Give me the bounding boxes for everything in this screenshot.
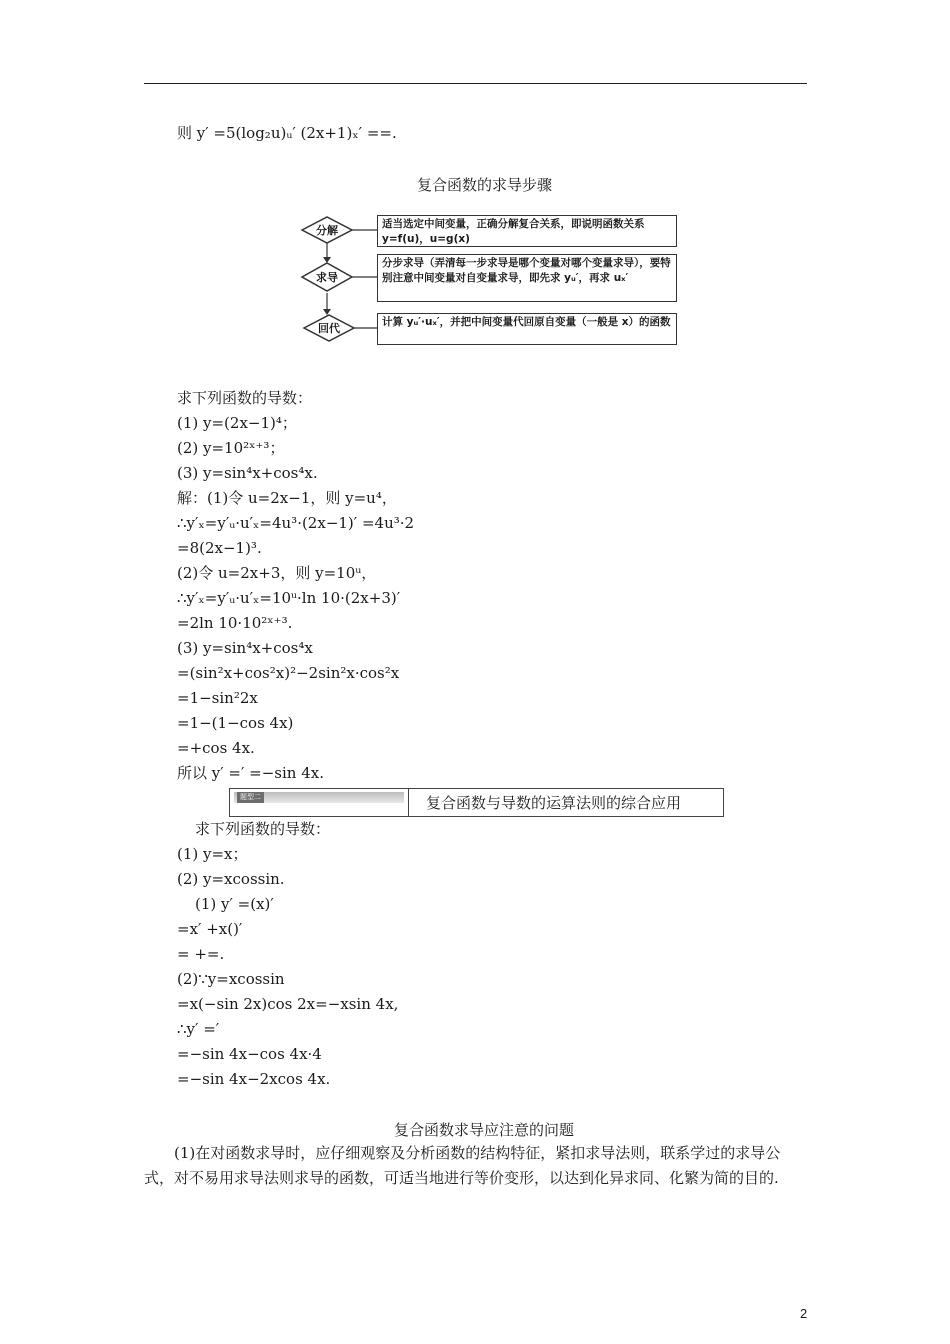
ex1-line: 求下列函数的导数：: [177, 389, 313, 407]
step-box-3: 计算 yᵤ′·uₓ′，并把中间变量代回原自变量（一般是 x）的函数: [377, 313, 677, 345]
ex1-line: =1−(1−cos 4x): [177, 714, 294, 732]
ex2-line: =−sin 4x−2xcos 4x.: [177, 1070, 331, 1088]
topic-tag-label: 题型二: [237, 792, 264, 803]
ex1-line: ∴y′ₓ=y′ᵤ·u′ₓ=10ᵘ·ln 10·(2x+3)′: [177, 589, 401, 607]
ex2-line: (1) y′ =(x)′: [195, 895, 274, 913]
ex2-line: (1) y=x；: [177, 845, 248, 863]
ex2-line: ∴y′ =′: [177, 1020, 220, 1038]
arrow-2: [323, 309, 331, 315]
ex1-line: (2) y=10²ˣ⁺³；: [177, 439, 285, 457]
ex2-line: =x(−sin 2x)cos 2x=−xsin 4x,: [177, 995, 399, 1013]
ex1-line: =8(2x−1)³.: [177, 539, 262, 557]
ex1-line: =1−sin²2x: [177, 689, 258, 707]
step-box-1: 适当选定中间变量，正确分解复合关系，即说明函数关系 y=f(u)，u=g(x): [377, 215, 677, 247]
header-rule: [144, 83, 807, 84]
ex2-line: (2) y=xcossin.: [177, 870, 285, 888]
ex2-line: =−sin 4x−cos 4x·4: [177, 1045, 322, 1063]
step-box-2: 分步求导（弄清每一步求导是哪个变量对哪个变量求导），要特别注意中间变量对自变量求导，即先求 yᵤ′，再求 uₓ′: [377, 254, 677, 302]
ex1-line: =2ln 10·10²ˣ⁺³.: [177, 614, 293, 632]
ex2-line: 求下列函数的导数：: [195, 820, 331, 838]
flow-title: 复合函数的求导步骤: [417, 176, 553, 194]
ex1-line: 所以 y′ =′ =−sin 4x.: [177, 764, 324, 782]
ex1-line: (3) y=sin⁴x+cos⁴x: [177, 639, 313, 657]
ex1-line: ∴y′ₓ=y′ᵤ·u′ₓ=4u³·(2x−1)′ =4u³·2: [177, 514, 415, 532]
page-number: 2: [800, 1306, 808, 1321]
banner-divider: [408, 789, 409, 816]
ex1-line: 解：(1)令 u=2x−1，则 y=u⁴，: [177, 489, 397, 507]
ex1-line: (3) y=sin⁴x+cos⁴x.: [177, 464, 318, 482]
ex2-line: (2)∵y=xcossin: [177, 970, 285, 988]
step-label-2: 求导: [316, 271, 338, 284]
ex1-line: =(sin²x+cos²x)²−2sin²x·cos²x: [177, 664, 400, 682]
topic-tag: [234, 792, 404, 803]
ex1-line: =+cos 4x.: [177, 739, 255, 757]
ex1-line: (1) y=(2x−1)⁴；: [177, 414, 297, 432]
flowchart: [300, 207, 680, 347]
step-label-1: 分解: [316, 224, 338, 237]
ex2-line: = +=.: [177, 945, 225, 963]
arrow-1: [323, 257, 331, 263]
topic-title: 复合函数与导数的运算法则的综合应用: [426, 794, 682, 812]
topic-banner: [229, 788, 724, 817]
formula-line: 则 y′ =5(log₂u)ᵤ′ (2x+1)ₓ′ ==.: [177, 124, 397, 142]
note-paragraph: (1)在对函数求导时，应仔细观察及分析函数的结构特征，紧扣求导法则，联系学过的求导公式，对不易用求导法则求导的函数，可适当地进行等价变形，以达到化异求同、化繁为简的目的.: [144, 1144, 781, 1187]
step-label-3: 回代: [318, 322, 340, 335]
note-title: 复合函数求导应注意的问题: [394, 1121, 575, 1139]
ex1-line: (2)令 u=2x+3，则 y=10ᵘ，: [177, 564, 377, 582]
ex2-line: =x′ +x()′: [177, 920, 243, 938]
